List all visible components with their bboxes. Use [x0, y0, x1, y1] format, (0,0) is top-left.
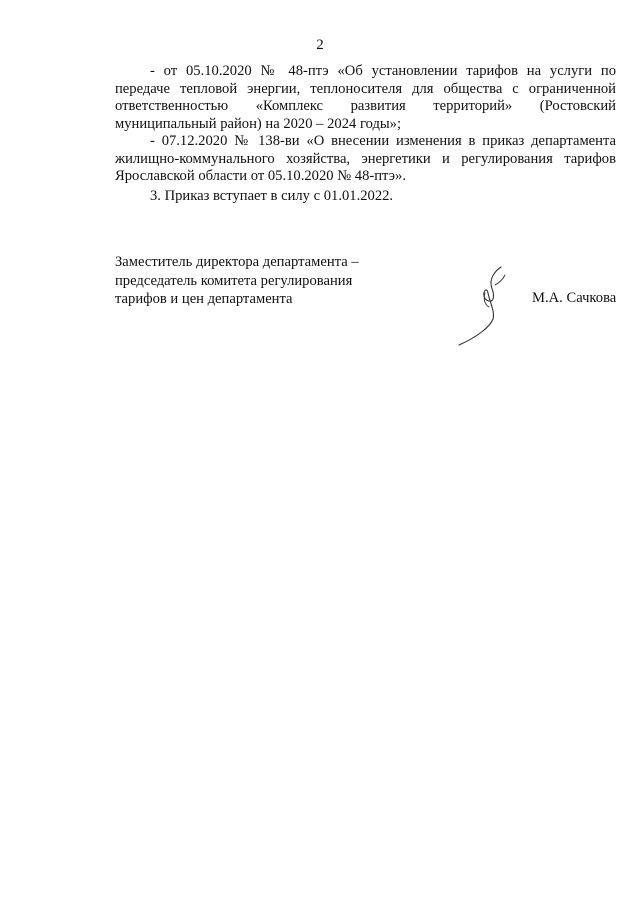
signatory-title-line: Заместитель директора департамента – — [115, 254, 359, 270]
list-item-order-48pte: - от 05.10.2020 № 48-птэ «Об установлении тарифов на услуги по передаче тепловой энергии, теплоносителя для общества с ограниченной ответственностью «Комплекс развития территорий» (Ростовский муниципальный район) на 2020 – 2024 годы»; — [115, 63, 616, 132]
signatory-name: М.А. Сачкова — [532, 290, 617, 306]
signatory-title — [115, 253, 359, 309]
signatory-title-line: тарифов и цен департамента — [115, 291, 293, 307]
document-body — [115, 63, 616, 205]
handwritten-signature-icon — [455, 263, 525, 348]
signatory-title-line: председатель комитета регулирования — [115, 272, 353, 289]
effective-date-clause: 3. Приказ вступает в силу с 01.01.2022. — [150, 187, 394, 204]
list-item-order-138vi: - 07.12.2020 № 138-ви «О внесении изменения в приказ департамента жилищно-коммунального хозяйства, энергетики и регулирования тарифов Ярославской области от 05.10.2020 № 48-птэ». — [115, 133, 616, 184]
page-number: 2 — [316, 37, 324, 53]
